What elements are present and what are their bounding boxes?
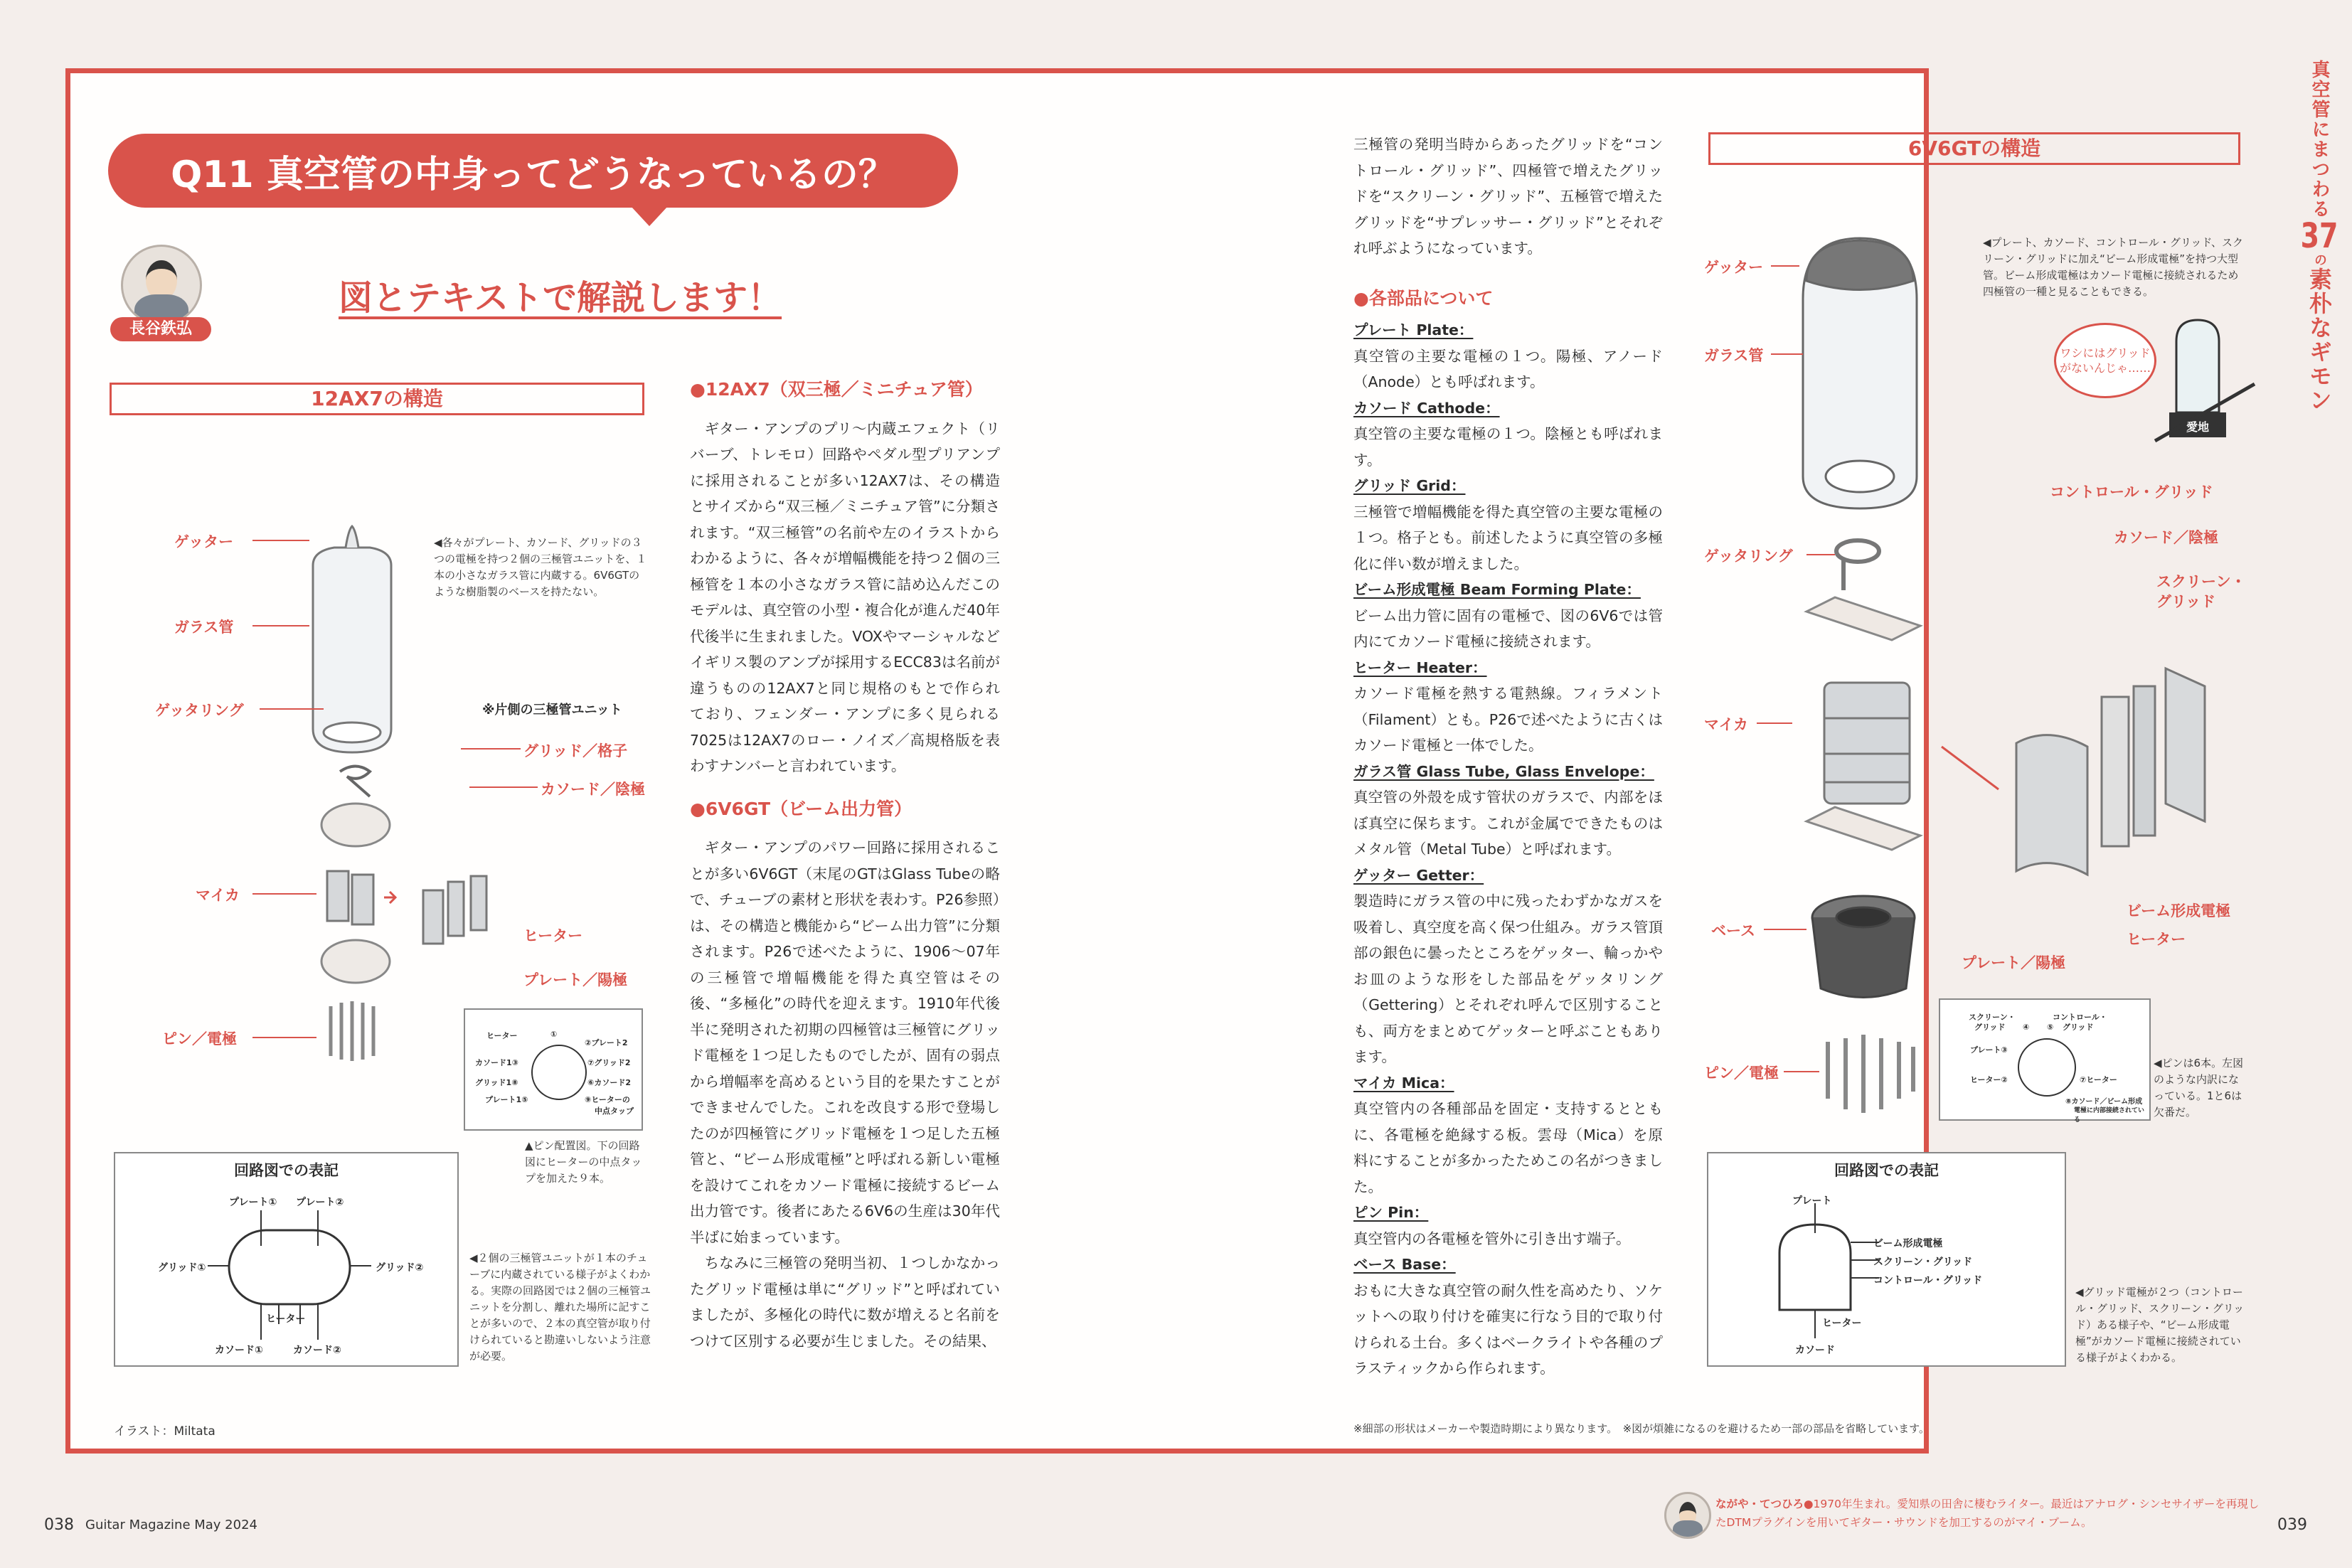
paragraph-12ax7: ギター・アンプのプリ〜内蔵エフェクト（リバーブ、トレモロ）回路やペダル型プリアンプに採用されることが多い12AX7は、その構造とサイズから“双三極／ミニチュア管”に分類されます。“双三極管”の名前や左のイラストからわかるように、各々が増幅機能を持つ２個の三極管を１本の小さなガラス管に詰め込んだこのモデルは、真空管の小型・複合化が進んだ40年代後半に生まれました。VOXやマーシャルなどイギリス製のアンプが採用するECC83は名前が違うものの12AX7と同じ規格のもとで作られており、フェンダー・アンプに多く見られる7025は12AX7のロー・ノイズ／高規格版を表わすナンバーと言われています。 — [690, 420, 1000, 774]
series-title-vertical: 真空管にまつわる37の素朴なギモン — [2300, 60, 2338, 412]
12ax7-circuit-box: 回路図での表記 プレート① プレート② グリッド① グリッド② ヒーター カソード① カソード② — [114, 1152, 459, 1367]
r-label-heater: ヒーター — [2127, 931, 2186, 948]
12ax7-pin-diagram: ヒーター ① ②プレート2 カソード1③ ⑦グリッド2 グリッド1⑧ ⑥カソード2 プレート1⑤ ⑨ヒーターの 中点タップ — [464, 1008, 643, 1131]
label-getter: ゲッター — [174, 533, 234, 550]
label-cathode: カソード／陰極 — [541, 781, 645, 798]
6v6gt-base — [1812, 896, 1915, 998]
part-mica: マイカ Mica： 真空管内の各種部品を固定・支持するとともに、各電極を絶縁する板。雲母（Mica）を原料にすることが多かったためこの名がつきました。 — [1353, 1074, 1663, 1195]
label-pin: ピン／電極 — [162, 1030, 237, 1047]
bio-avatar — [1664, 1492, 1711, 1539]
r-label-cathode: カソード／陰極 — [2114, 529, 2218, 546]
article-title: Q11 真空管の中身ってどうなっているの？ — [108, 134, 958, 208]
mascot-text: 愛地 — [2186, 420, 2210, 434]
r-label-mica: マイカ — [1704, 716, 1748, 733]
r-label-base: ベース — [1711, 922, 1755, 939]
article-column-1 — [690, 377, 1000, 1354]
r-label-screen-grid-2: グリッド — [2156, 593, 2216, 610]
6v6gt-glass-tube — [1803, 238, 1917, 508]
heading-6v6gt: ●6V6GT（ビーム出力管） — [690, 798, 912, 819]
6v6gt-circuit-box: 回路図での表記 プレート ビーム形成電極 スクリーン・グリッド コントロール・グリッド ヒーター カソード — [1707, 1152, 2066, 1367]
author-avatar — [121, 245, 202, 326]
6v6gt-exploded-electrodes — [1942, 668, 2205, 875]
6v6gt-pin-diagram: スクリーン・ グリッド ④ コントロール・ グリッド ⑤ プレート③ ヒーター② ⑦ヒーター ⑧カソード／ビーム形成 電極に内部接続されている — [1939, 998, 2151, 1121]
12ax7-glass-tube — [313, 526, 391, 752]
12ax7-mica-top — [321, 804, 390, 846]
12ax7-note: ◀各々がプレート、カソード、グリッドの３つの電極を持つ２個の三極管ユニットを、１本の小さなガラス管に内蔵する。6V6GTのような樹脂製のベースを持たない。 — [434, 536, 647, 598]
part-cathode: カソード Cathode： 真空管の主要な電極の１つ。陰極とも呼ばれます。 — [1353, 399, 1663, 469]
r-label-getter: ゲッター — [1704, 259, 1764, 276]
page-number-right: 039 — [2277, 1516, 2307, 1534]
part-base: ベース Base： おもに大きな真空管の耐久性を高めたり、ソケットへの取り付けを確実に行なう目的で取り付けられる土台。多くはベークライトや各種のプラスティックから作られます。 — [1353, 1256, 1663, 1377]
12ax7-circuit-note: ◀２個の三極管ユニットが１本のチューブに内蔵されている様子がよくわかる。実際の回路図では２個の三極管ユニットを分割し、離れた場所に記すことが多いので、２本の真空管が取り付けられていると勘違いしないよう注意が必要。 — [469, 1252, 651, 1362]
unit-title: ※片側の三極管ユニット — [482, 703, 622, 718]
author-bio: ながや・てつひろ●1970年生まれ。愛知県の田舎に棲むライター。最近はアナログ・シンセサイザーを再現したDTMプラグインを用いてギター・サウンドを加工するのがマイ・ブーム。 — [1715, 1498, 2260, 1529]
speech-bubble: ワシにはグリッドがないんじゃ…… — [2054, 323, 2156, 398]
6v6gt-note: ◀プレート、カソード、コントロール・グリッド、スクリーン・グリッドに加え“ビーム形成電極”を持つ大型管。ビーム形成電極はカソード電極に接続されるため四極管の一種と見ることもできる。 — [1983, 236, 2243, 298]
r-label-plate: プレート／陽極 — [1962, 954, 2066, 971]
part-heater: ヒーター Heater： カソード電極を熱する電熱線。フィラメント（Filament）とも。P26で述べたように古くはカソード電極と一体でした。 — [1353, 658, 1663, 754]
label-getter-ring: ゲッタリング — [155, 702, 244, 719]
page-number-left: 038 — [44, 1516, 74, 1534]
r-label-control-grid: コントロール・グリッド — [2050, 484, 2213, 501]
r-label-beam-plate: ビーム形成電極 — [2127, 902, 2231, 919]
label-grid: グリッド／格子 — [523, 742, 628, 759]
author-name: 長谷鉄弘 — [110, 317, 211, 341]
subtitle: 図とテキストで解説します！ — [339, 278, 782, 318]
label-plate: プレート／陽極 — [523, 971, 628, 988]
12ax7-pin-note: ▲ピン配置図。下の回路図にヒーターの中点タップを加えた９本。 — [525, 1139, 642, 1185]
illustration-credit: イラスト：Miltata — [114, 1424, 215, 1439]
label-heater: ヒーター — [523, 927, 583, 944]
label-glass-tube: ガラス管 — [174, 619, 234, 636]
paragraph-grid-names: 三極管の発明当時からあったグリッドを“コントロール・グリッド”、四極管で増えたグリッドを“スクリーン・グリッド”、五極管で増えたグリッドを“サプレッサー・グリッド”とそれぞれ呼ぶようになっています。 — [1353, 136, 1663, 257]
article-column-2 — [1353, 132, 1663, 1382]
r-label-screen-grid-1: スクリーン・ — [2156, 573, 2246, 590]
label-mica: マイカ — [196, 887, 240, 904]
6v6gt-electrode-assembly — [1824, 683, 1910, 804]
r-label-pin: ピン／電極 — [1704, 1065, 1779, 1082]
part-plate: プレート Plate： 真空管の主要な電極の１つ。陽極、アノード（Anode）とも呼ばれます。 — [1353, 321, 1663, 390]
6v6gt-pin-note: ◀ピンは6本。左図のような内訳になっている。1と6は欠番だ。 — [2154, 1057, 2244, 1119]
part-beam-plate: ビーム形成電極 Beam Forming Plate： ビーム出力管に固有の電極で、図の6V6では管内にてカソード電極に接続されます。 — [1353, 581, 1663, 650]
r-label-getter-ring: ゲッタリング — [1704, 548, 1793, 565]
footnote: ※細部の形状はメーカーや製造時期により異なります。 ※図が煩雑になるのを避けるため一部の部品を省略しています。 — [1353, 1422, 1930, 1435]
magazine-issue: Guitar Magazine May 2024 — [85, 1518, 257, 1532]
heading-parts: ●各部品について — [1353, 287, 1494, 309]
r-label-glass-tube: ガラス管 — [1704, 347, 1764, 364]
part-glass-tube: ガラス管 Glass Tube, Glass Envelope： 真空管の外殻を成す管状のガラスで、内部をほぼ真空に保ちます。これが金属でできたものはメタル管（Metal Tube）と呼ばれます。 — [1353, 762, 1663, 858]
section-title-12ax7: 12AX7の構造 — [110, 383, 644, 415]
section-title-6v6gt: 6V6GTの構造 — [1708, 132, 2240, 165]
paragraph-6v6gt: ギター・アンプのパワー回路に採用されることが多い6V6GT（末尾のGTはGlass Tubeの略で、チューブの素材と形状を表わす。P26参照）は、その構造と機能から“ビーム出力管”に分類されます。P26で述べたように、1906〜07年の三極管で増幅機能を得た真空管はその後、“多極化”の時代を迎えます。1910年代後半に発明された初期の四極管は三極管にグリッド電極を１つ足したものでしたが、固有の弱点から増幅率を高めるという目的を果たすことができませんでした。これを改良する形で登場したのが四極管にグリッド電極を１つ足した五極管と、“ビーム形成電極”と呼ばれる新しい電極を設けてこれをカソード電極に接続するビーム出力管です。後者にあたる6V6の生産は30年代半ばに始まっています。 — [690, 839, 1000, 1246]
heading-12ax7: ●12AX7（双三極／ミニチュア管） — [690, 379, 983, 400]
part-getter: ゲッター Getter： 製造時にガラス管の中に残ったわずかなガスを吸着し、真空度を高く保つ仕組み。ガラス管頂部の銀色に曇ったところをゲッター、輪っかやお皿のような形をした部品をゲッタリング（Gettering）とそれぞれ呼んで区別することも、両方をまとめてゲッターと呼ぶこともあります。 — [1353, 866, 1663, 1065]
part-grid: グリッド Grid： 三極管で増幅機能を得た真空管の主要な電極の１つ。格子とも。前述したように真空管の多極化に伴い数が増えました。 — [1353, 477, 1663, 572]
mascot-tube-character — [0, 0, 1, 1]
paragraph-grid-history: ちなみに三極管の発明当初、１つしかなかったグリッド電極は単に“グリッド”と呼ばれていましたが、多極化の時代に数が増えると名前をつけて区別する必要が生じました。その結果、 — [690, 1254, 1000, 1350]
6v6gt-circuit-note: ◀グリッド電極が２つ（コントロール・グリッド、スクリーン・グリッド）ある様子や、“ビーム形成電極”がカソード電極に接続されている様子がよくわかる。 — [2075, 1286, 2245, 1364]
part-pin: ピン Pin： 真空管内の各電極を管外に引き出す端子。 — [1353, 1204, 1631, 1247]
12ax7-mica-bottom — [321, 940, 390, 983]
